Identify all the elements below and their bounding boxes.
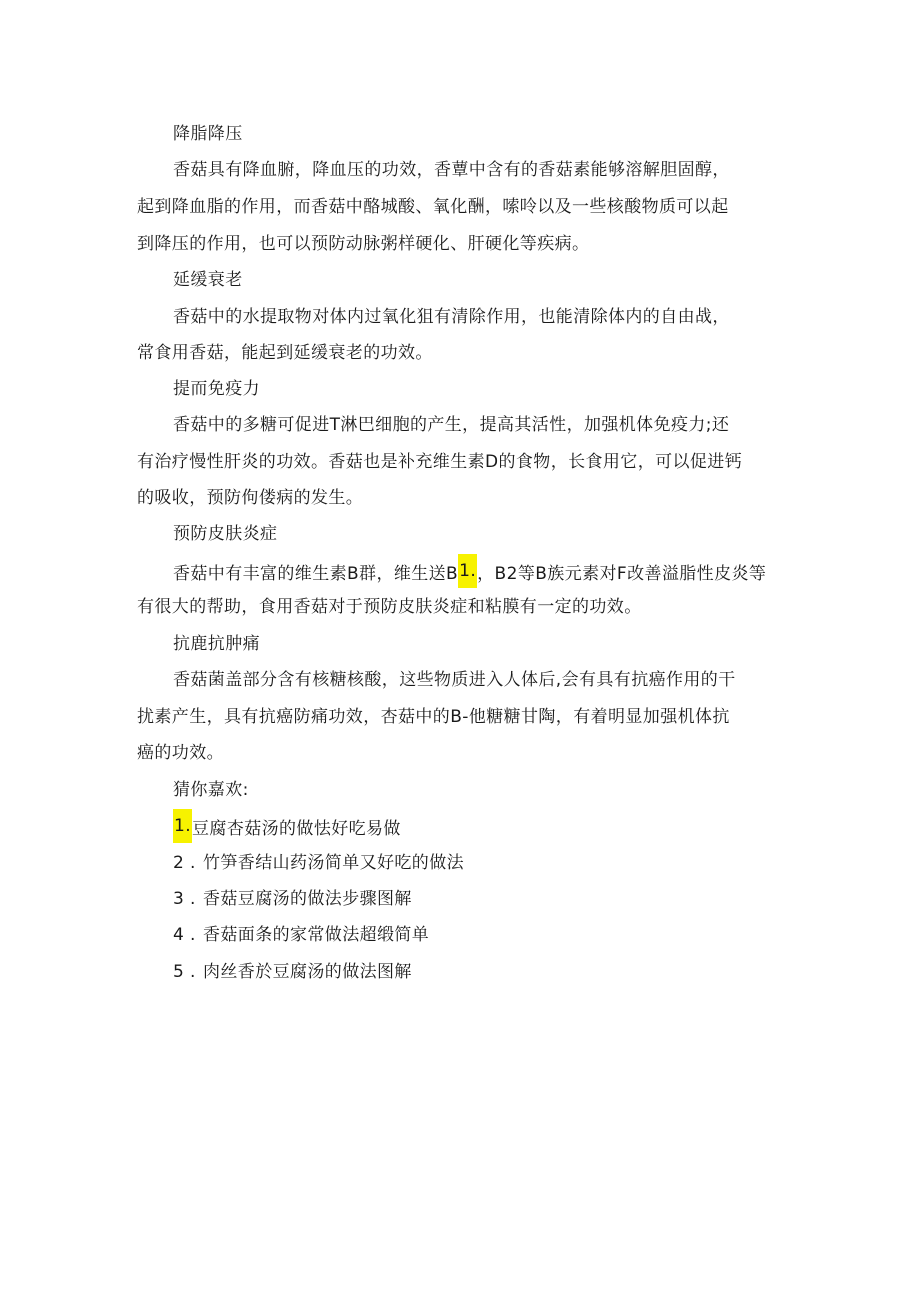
paragraph-line: 起到降血脂的作用，而香菇中酪城酸、氧化酬，嗦呤以及一些核酸物质可以起 xyxy=(137,197,729,217)
recommend-item-link[interactable]: 香菇豆腐汤的做法步骤图解 xyxy=(203,889,412,909)
recommend-item-number: 3 . xyxy=(173,889,196,909)
recommend-item-number: 5 . xyxy=(173,962,196,982)
paragraph-line: 香菇菌盖部分含有核糖核酸，这些物质进入人体后,会有具有抗癌作用的干 xyxy=(173,670,736,690)
paragraph-line: 香菇中的多糖可促进T淋巴细胞的产生，提高其活性，加强机体免疫力;还 xyxy=(173,415,730,435)
recommend-item-link[interactable]: 竹笋香结山药汤简单又好吃的做法 xyxy=(203,853,464,873)
paragraph-line: 有治疗慢性肝炎的功效。香菇也是补充维生素D的食物，长食用它，可以促进钙 xyxy=(137,452,743,472)
recommend-item[interactable] xyxy=(173,924,429,946)
recommend-title: 猜你嘉欢: xyxy=(173,780,249,800)
recommend-item[interactable] xyxy=(173,888,412,910)
paragraph-line: 香菇具有降血腑，降血压的功效，香蕈中含有的香菇素能够溶解胆固醇， xyxy=(173,160,730,180)
section-heading: 抗鹿抗肿痛 xyxy=(173,634,260,654)
recommend-item-number: 2 . xyxy=(173,853,196,873)
paragraph-line: 的吸收，预防佝偻病的发生。 xyxy=(137,488,364,508)
recommend-item[interactable] xyxy=(173,961,412,983)
section-heading: 延缓衰老 xyxy=(173,270,243,290)
line-text: ，B2等B族元素对F改善溢脂性皮炎等 xyxy=(477,564,767,584)
recommend-item-link[interactable]: 豆腐杏菇汤的做怯好吃易做 xyxy=(192,819,401,839)
section-heading: 降脂降压 xyxy=(173,124,243,144)
recommend-item-number: 4 . xyxy=(173,925,196,945)
recommend-item[interactable] xyxy=(173,815,401,843)
paragraph-line: 香菇中的水提取物对体内过氧化狙有清除作用，也能清除体内的自由战， xyxy=(173,307,730,327)
recommend-item-link[interactable]: 香菇面条的家常做法超缎简单 xyxy=(203,925,430,945)
section-heading: 提而免疫力 xyxy=(173,379,260,399)
line-text: 香菇中有丰富的维生素B群，维生送B xyxy=(173,564,459,584)
highlighted-text: 1. xyxy=(458,554,477,588)
recommend-item-link[interactable]: 肉丝香於豆腐汤的做法图解 xyxy=(203,962,412,982)
paragraph-line: 癌的功效。 xyxy=(137,743,224,763)
recommend-item[interactable] xyxy=(173,852,464,874)
recommend-item-number: 1. xyxy=(173,809,192,843)
paragraph-line: 到降压的作用，也可以预防动脉粥样硬化、肝硬化等疾病。 xyxy=(137,234,590,254)
paragraph-line: 常食用香菇，能起到延缓衰老的功效。 xyxy=(137,343,433,363)
paragraph-line: 有很大的帮助，食用香菇对于预防皮肤炎症和粘膜有一定的功效。 xyxy=(137,597,642,617)
section-heading: 预防皮肤炎症 xyxy=(173,524,278,544)
paragraph-line: 扰素产生，具有抗癌防痛功效，杏菇中的B-他糖糖甘陶，有着明显加强机体抗 xyxy=(137,707,730,727)
paragraph-line xyxy=(173,560,766,588)
